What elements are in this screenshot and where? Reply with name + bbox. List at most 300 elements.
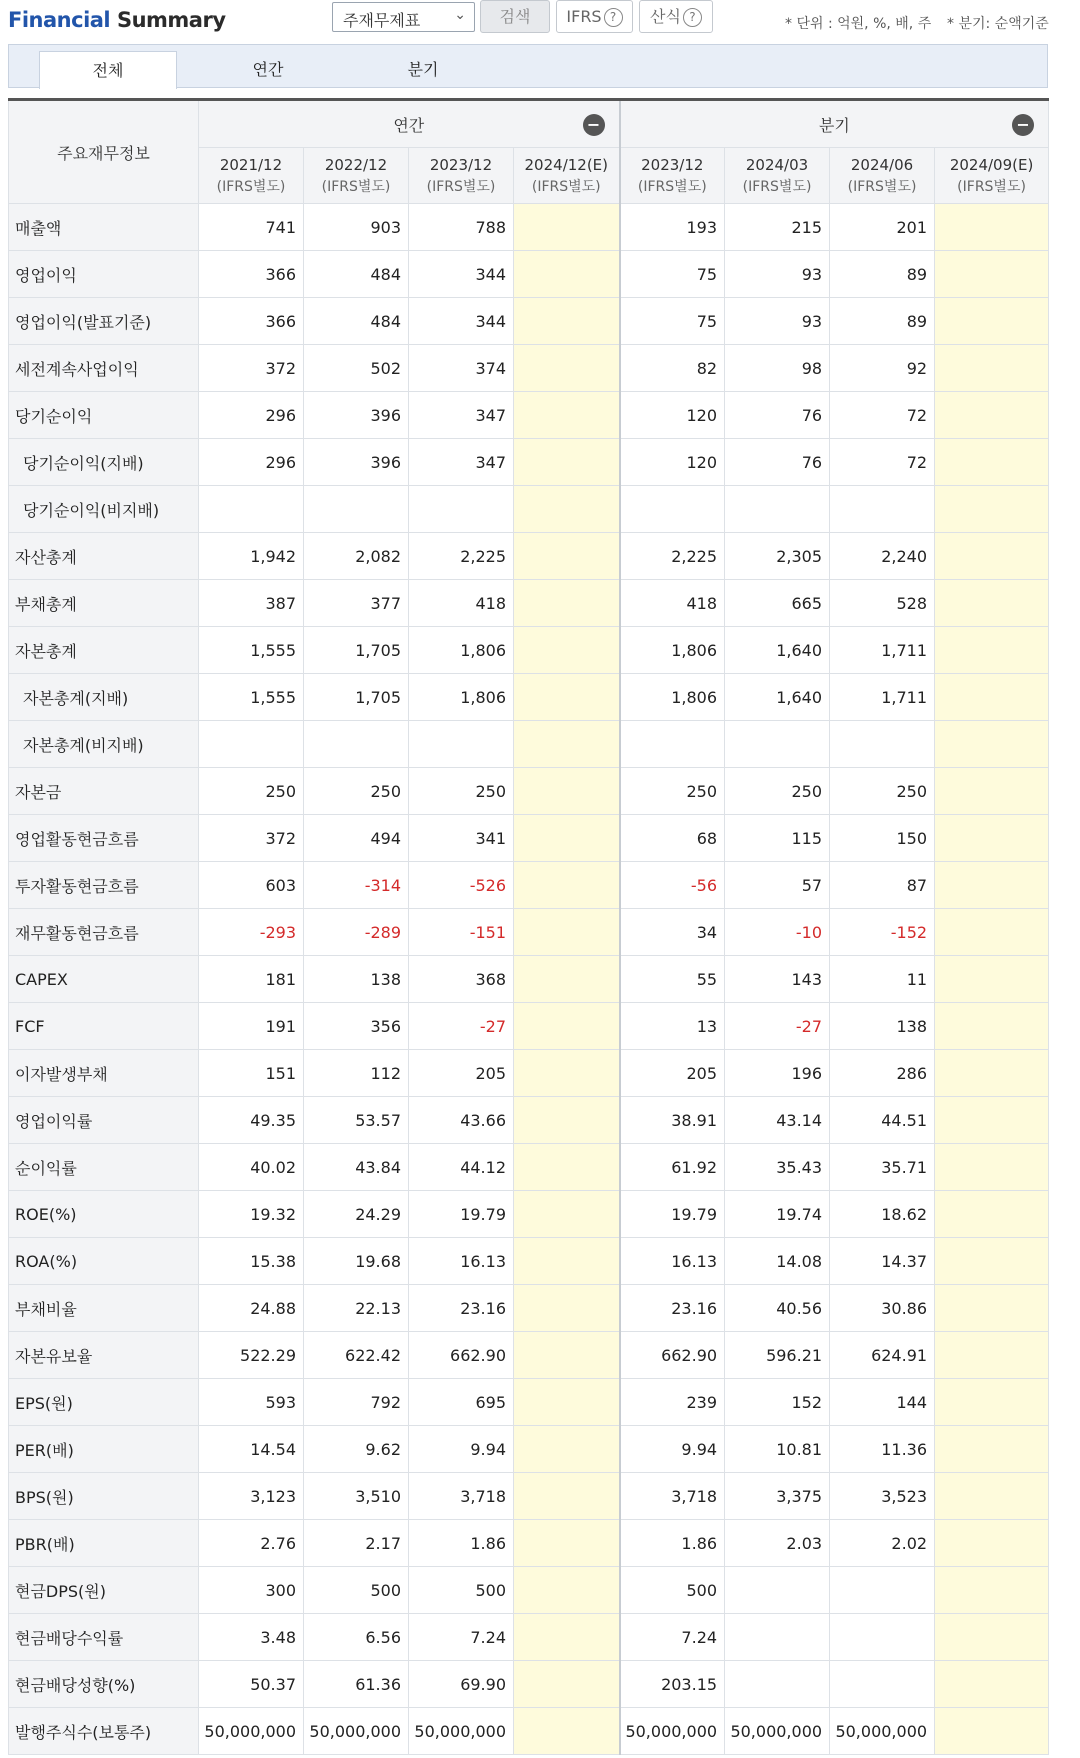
table-cell: [514, 1520, 620, 1567]
table-cell: 75: [620, 298, 725, 345]
table-cell: [935, 1473, 1049, 1520]
table-row: [9, 345, 1049, 392]
table-cell: 19.74: [725, 1191, 830, 1238]
column-period: 2024/06: [850, 155, 914, 174]
table-cell: 50,000,000: [199, 1708, 304, 1755]
table-cell: [935, 956, 1049, 1003]
row-label: ROE(%): [9, 1191, 199, 1238]
table-cell: 43.84: [304, 1144, 409, 1191]
table-cell: 372: [199, 345, 304, 392]
table-row: [9, 1097, 1049, 1144]
row-label: 현금배당수익률: [9, 1614, 199, 1661]
table-cell: 396: [304, 392, 409, 439]
table-cell: 903: [304, 204, 409, 251]
table-cell: [304, 486, 409, 533]
table-cell: 2.03: [725, 1520, 830, 1567]
table-cell: 50,000,000: [725, 1708, 830, 1755]
table-cell: [725, 1661, 830, 1708]
table-cell: 3.48: [199, 1614, 304, 1661]
table-cell: 239: [620, 1379, 725, 1426]
table-cell: 138: [304, 956, 409, 1003]
table-cell: 69.90: [409, 1661, 514, 1708]
table-cell: 120: [620, 439, 725, 486]
table-row: [9, 580, 1049, 627]
tab-all[interactable]: 전체: [39, 51, 177, 89]
row-label: 영업활동현금흐름: [9, 815, 199, 862]
table-cell: 2.76: [199, 1520, 304, 1567]
table-cell: 250: [409, 768, 514, 815]
annual-group-header: [199, 100, 620, 148]
table-cell: [725, 1614, 830, 1661]
column-period: 2024/03: [745, 155, 809, 174]
table-cell: 44.12: [409, 1144, 514, 1191]
table-cell: [514, 204, 620, 251]
table-cell: [935, 815, 1049, 862]
table-cell: [935, 204, 1049, 251]
table-cell: 494: [304, 815, 409, 862]
table-cell: 40.56: [725, 1285, 830, 1332]
column-period: 2023/12: [429, 155, 493, 174]
table-row: [9, 1285, 1049, 1332]
column-header: [830, 148, 935, 204]
table-cell: 665: [725, 580, 830, 627]
column-period: 2021/12: [219, 155, 283, 174]
table-cell: [514, 768, 620, 815]
row-label: ROA(%): [9, 1238, 199, 1285]
table-row: [9, 251, 1049, 298]
table-cell: 23.16: [620, 1285, 725, 1332]
table-cell: [935, 627, 1049, 674]
table-cell: -27: [725, 1003, 830, 1050]
table-cell: [514, 956, 620, 1003]
table-cell: 55: [620, 956, 725, 1003]
table-cell: 152: [725, 1379, 830, 1426]
column-header: [409, 148, 514, 204]
table-cell: [935, 1332, 1049, 1379]
table-cell: 3,718: [409, 1473, 514, 1520]
table-cell: 205: [620, 1050, 725, 1097]
table-cell: 2,082: [304, 533, 409, 580]
table-cell: 201: [830, 204, 935, 251]
table-row: [9, 1708, 1049, 1755]
table-cell: 1,711: [830, 674, 935, 721]
table-cell: [935, 298, 1049, 345]
table-cell: 9.94: [409, 1426, 514, 1473]
table-cell: [304, 721, 409, 768]
table-cell: 368: [409, 956, 514, 1003]
table-cell: 22.13: [304, 1285, 409, 1332]
table-cell: [935, 1003, 1049, 1050]
table-cell: [935, 1520, 1049, 1567]
table-cell: 16.13: [409, 1238, 514, 1285]
table-cell: 115: [725, 815, 830, 862]
row-label: 영업이익률: [9, 1097, 199, 1144]
table-cell: 286: [830, 1050, 935, 1097]
row-label: FCF: [9, 1003, 199, 1050]
unit-note: * 단위 : 억원, %, 배, 주: [785, 16, 932, 32]
column-basis: (IFRS별도): [531, 178, 601, 195]
column-basis: (IFRS별도): [637, 178, 707, 195]
table-cell: 341: [409, 815, 514, 862]
table-cell: 1,942: [199, 533, 304, 580]
tab-annual[interactable]: 연간: [252, 60, 284, 79]
table-cell: [935, 1614, 1049, 1661]
table-cell: [409, 486, 514, 533]
table-cell: 34: [620, 909, 725, 956]
table-cell: [725, 486, 830, 533]
row-label: 부채비율: [9, 1285, 199, 1332]
table-cell: 788: [409, 204, 514, 251]
table-cell: [514, 1050, 620, 1097]
table-cell: 40.02: [199, 1144, 304, 1191]
table-cell: 196: [725, 1050, 830, 1097]
table-cell: 203.15: [620, 1661, 725, 1708]
table-cell: 19.79: [620, 1191, 725, 1238]
table-cell: [514, 1238, 620, 1285]
table-cell: 622.42: [304, 1332, 409, 1379]
table-cell: 792: [304, 1379, 409, 1426]
table-cell: 38.91: [620, 1097, 725, 1144]
quarter-group-header: [620, 100, 1049, 148]
table-row: [9, 1473, 1049, 1520]
table-cell: 250: [725, 768, 830, 815]
table-cell: 347: [409, 392, 514, 439]
period-tab-bar: [8, 44, 1048, 88]
table-cell: 16.13: [620, 1238, 725, 1285]
table-cell: [514, 533, 620, 580]
table-cell: [514, 392, 620, 439]
column-basis: (IFRS별도): [426, 178, 496, 195]
table-cell: 13: [620, 1003, 725, 1050]
table-cell: [199, 721, 304, 768]
table-cell: [514, 815, 620, 862]
column-basis: (IFRS별도): [216, 178, 286, 195]
table-cell: 23.16: [409, 1285, 514, 1332]
table-cell: [514, 1332, 620, 1379]
table-cell: 1,806: [620, 627, 725, 674]
table-row: [9, 1567, 1049, 1614]
table-cell: 19.79: [409, 1191, 514, 1238]
table-cell: 35.43: [725, 1144, 830, 1191]
search-button[interactable]: [480, 0, 550, 33]
table-cell: 1.86: [409, 1520, 514, 1567]
table-cell: 356: [304, 1003, 409, 1050]
table-cell: 143: [725, 956, 830, 1003]
table-cell: -27: [409, 1003, 514, 1050]
row-label: BPS(원): [9, 1473, 199, 1520]
table-cell: [830, 1661, 935, 1708]
table-cell: 61.36: [304, 1661, 409, 1708]
table-row: [9, 1379, 1049, 1426]
table-cell: 50.37: [199, 1661, 304, 1708]
table-cell: 14.54: [199, 1426, 304, 1473]
table-cell: 1,640: [725, 674, 830, 721]
table-cell: [830, 486, 935, 533]
table-cell: [935, 1144, 1049, 1191]
table-row: [9, 204, 1049, 251]
table-cell: [725, 721, 830, 768]
table-cell: 596.21: [725, 1332, 830, 1379]
row-label: PER(배): [9, 1426, 199, 1473]
table-cell: 593: [199, 1379, 304, 1426]
column-header: [514, 148, 620, 204]
table-cell: [514, 1285, 620, 1332]
table-row: [9, 909, 1049, 956]
table-cell: 2,240: [830, 533, 935, 580]
table-cell: 6.56: [304, 1614, 409, 1661]
row-label: 투자활동현금흐름: [9, 862, 199, 909]
table-cell: -10: [725, 909, 830, 956]
table-cell: [935, 1285, 1049, 1332]
table-cell: 366: [199, 298, 304, 345]
table-row: [9, 439, 1049, 486]
table-cell: [514, 1661, 620, 1708]
table-cell: 662.90: [409, 1332, 514, 1379]
table-cell: 3,375: [725, 1473, 830, 1520]
question-icon: ?: [604, 8, 623, 27]
table-cell: 43.14: [725, 1097, 830, 1144]
column-basis: (IFRS별도): [321, 178, 391, 195]
table-cell: 50,000,000: [304, 1708, 409, 1755]
table-cell: 500: [304, 1567, 409, 1614]
table-cell: 1,640: [725, 627, 830, 674]
table-cell: 347: [409, 439, 514, 486]
table-row: [9, 392, 1049, 439]
table-cell: 522.29: [199, 1332, 304, 1379]
column-header: [199, 148, 304, 204]
table-cell: 120: [620, 392, 725, 439]
ifrs-button-label: IFRS: [566, 7, 602, 26]
table-cell: [935, 1567, 1049, 1614]
row-label: 자본유보율: [9, 1332, 199, 1379]
table-cell: [514, 721, 620, 768]
collapse-annual-icon[interactable]: −: [583, 114, 605, 136]
table-cell: 44.51: [830, 1097, 935, 1144]
table-cell: 396: [304, 439, 409, 486]
row-label: 자본총계(지배): [9, 674, 199, 721]
table-cell: [514, 1003, 620, 1050]
table-cell: [409, 721, 514, 768]
table-cell: [935, 1708, 1049, 1755]
table-row: [9, 627, 1049, 674]
page-title-rest: Summary: [110, 8, 226, 32]
table-cell: 528: [830, 580, 935, 627]
table-cell: 1.86: [620, 1520, 725, 1567]
row-header-label: 주요재무정보: [9, 100, 199, 204]
row-label: 현금배당성향(%): [9, 1661, 199, 1708]
table-cell: 138: [830, 1003, 935, 1050]
table-cell: 193: [620, 204, 725, 251]
table-cell: 72: [830, 392, 935, 439]
table-cell: 18.62: [830, 1191, 935, 1238]
tab-quarter[interactable]: 분기: [407, 60, 439, 79]
question-icon: ?: [683, 8, 702, 27]
table-cell: [620, 721, 725, 768]
table-cell: 30.86: [830, 1285, 935, 1332]
ifrs-help-button[interactable]: [556, 0, 633, 33]
table-cell: [514, 909, 620, 956]
table-cell: [514, 674, 620, 721]
row-label: 부채총계: [9, 580, 199, 627]
table-cell: 695: [409, 1379, 514, 1426]
column-basis: (IFRS별도): [847, 178, 917, 195]
table-cell: -152: [830, 909, 935, 956]
table-cell: 418: [620, 580, 725, 627]
table-cell: 624.91: [830, 1332, 935, 1379]
table-cell: [935, 674, 1049, 721]
column-basis: (IFRS별도): [742, 178, 812, 195]
table-cell: [514, 862, 620, 909]
table-row: [9, 486, 1049, 533]
table-row: [9, 1238, 1049, 1285]
table-cell: [935, 251, 1049, 298]
table-cell: 76: [725, 439, 830, 486]
table-cell: 1,705: [304, 627, 409, 674]
table-cell: 150: [830, 815, 935, 862]
table-cell: 7.24: [409, 1614, 514, 1661]
table-cell: 502: [304, 345, 409, 392]
table-cell: [514, 1473, 620, 1520]
page-title-brand: Financial: [8, 8, 111, 32]
table-cell: 92: [830, 345, 935, 392]
table-cell: -151: [409, 909, 514, 956]
column-header: [620, 148, 725, 204]
table-cell: 1,806: [409, 627, 514, 674]
row-label: 매출액: [9, 204, 199, 251]
collapse-quarter-icon[interactable]: −: [1012, 114, 1034, 136]
table-row: [9, 768, 1049, 815]
table-cell: 82: [620, 345, 725, 392]
table-cell: [514, 298, 620, 345]
table-cell: 662.90: [620, 1332, 725, 1379]
table-cell: 7.24: [620, 1614, 725, 1661]
table-cell: -289: [304, 909, 409, 956]
table-cell: -526: [409, 862, 514, 909]
table-cell: 3,123: [199, 1473, 304, 1520]
table-cell: [935, 1661, 1049, 1708]
table-cell: [935, 1379, 1049, 1426]
table-row: [9, 1614, 1049, 1661]
table-cell: [935, 392, 1049, 439]
table-cell: [935, 1050, 1049, 1097]
table-cell: 296: [199, 439, 304, 486]
table-cell: 98: [725, 345, 830, 392]
table-cell: 93: [725, 298, 830, 345]
table-cell: 3,523: [830, 1473, 935, 1520]
table-row: [9, 1520, 1049, 1567]
table-cell: 50,000,000: [830, 1708, 935, 1755]
column-period: 2023/12: [641, 155, 704, 174]
statement-type-select[interactable]: [332, 2, 475, 32]
table-cell: [514, 1097, 620, 1144]
table-cell: 14.37: [830, 1238, 935, 1285]
table-cell: 2.02: [830, 1520, 935, 1567]
table-cell: 61.92: [620, 1144, 725, 1191]
row-label: 세전계속사업이익: [9, 345, 199, 392]
table-cell: 300: [199, 1567, 304, 1614]
chevron-down-icon: ⌄: [454, 7, 466, 23]
table-cell: 1,806: [620, 674, 725, 721]
table-row: [9, 1661, 1049, 1708]
column-period: 2022/12: [324, 155, 388, 174]
table-cell: 72: [830, 439, 935, 486]
row-label: 순이익률: [9, 1144, 199, 1191]
table-cell: [935, 909, 1049, 956]
table-cell: [935, 486, 1049, 533]
table-cell: 205: [409, 1050, 514, 1097]
table-cell: 250: [304, 768, 409, 815]
table-cell: 2,225: [409, 533, 514, 580]
row-label: 영업이익(발표기준): [9, 298, 199, 345]
table-row: [9, 1426, 1049, 1473]
table-cell: [935, 768, 1049, 815]
formula-help-button[interactable]: [639, 0, 713, 33]
table-cell: 603: [199, 862, 304, 909]
table-row: [9, 1003, 1049, 1050]
search-button-label: 검색: [499, 7, 531, 26]
table-cell: 1,555: [199, 627, 304, 674]
table-cell: 3,718: [620, 1473, 725, 1520]
table-cell: [935, 533, 1049, 580]
table-cell: 484: [304, 251, 409, 298]
table-cell: 93: [725, 251, 830, 298]
table-row: [9, 674, 1049, 721]
table-cell: [935, 1426, 1049, 1473]
table-cell: 344: [409, 298, 514, 345]
table-cell: 215: [725, 204, 830, 251]
row-label: 영업이익: [9, 251, 199, 298]
table-cell: 500: [620, 1567, 725, 1614]
table-cell: 19.32: [199, 1191, 304, 1238]
table-cell: 1,555: [199, 674, 304, 721]
quarter-group-label: 분기: [818, 115, 850, 135]
table-cell: 1,711: [830, 627, 935, 674]
table-cell: 14.08: [725, 1238, 830, 1285]
table-cell: 1,806: [409, 674, 514, 721]
table-cell: -314: [304, 862, 409, 909]
table-cell: 50,000,000: [409, 1708, 514, 1755]
row-label: CAPEX: [9, 956, 199, 1003]
table-cell: [725, 1567, 830, 1614]
table-cell: 374: [409, 345, 514, 392]
table-cell: 366: [199, 251, 304, 298]
table-cell: 181: [199, 956, 304, 1003]
table-cell: 2.17: [304, 1520, 409, 1567]
row-label: 당기순이익: [9, 392, 199, 439]
table-row: [9, 862, 1049, 909]
table-cell: 372: [199, 815, 304, 862]
table-cell: 57: [725, 862, 830, 909]
table-cell: 49.35: [199, 1097, 304, 1144]
row-label: 자본총계: [9, 627, 199, 674]
table-cell: 191: [199, 1003, 304, 1050]
table-cell: 250: [830, 768, 935, 815]
table-cell: 3,510: [304, 1473, 409, 1520]
table-cell: 2,305: [725, 533, 830, 580]
row-label: PBR(배): [9, 1520, 199, 1567]
table-cell: [830, 1614, 935, 1661]
table-cell: [514, 1708, 620, 1755]
table-cell: 250: [620, 768, 725, 815]
table-cell: 11.36: [830, 1426, 935, 1473]
table-cell: 50,000,000: [620, 1708, 725, 1755]
row-label: 재무활동현금흐름: [9, 909, 199, 956]
column-basis: (IFRS별도): [957, 178, 1026, 195]
table-cell: [935, 721, 1049, 768]
row-label: 자본총계(비지배): [9, 721, 199, 768]
table-cell: 87: [830, 862, 935, 909]
table-cell: [514, 1614, 620, 1661]
